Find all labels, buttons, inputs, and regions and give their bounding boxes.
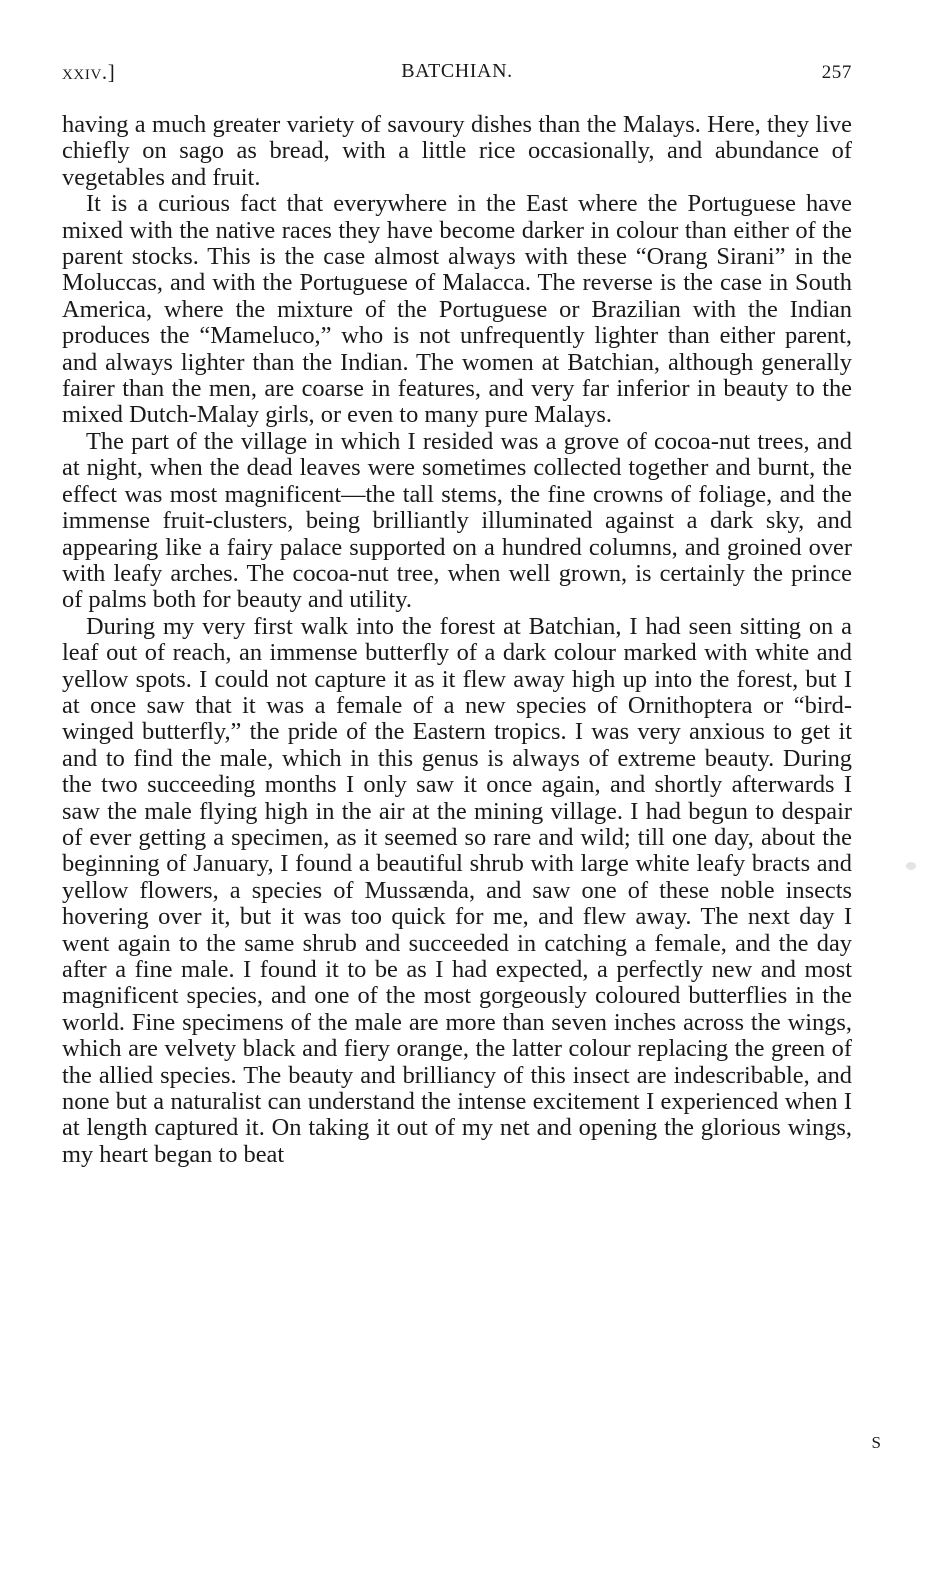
- running-head: [62, 56, 852, 90]
- body-text: [62, 112, 852, 1168]
- chapter-number: xxiv.]: [62, 60, 116, 84]
- paragraph: During my very first walk into the forest at Batchian, I had seen sitting on a leaf out of reach, an immense butterfly of a dark colour marked with white and yellow spots. I could not capture it as it flew away high up into the forest, but I at once saw that it was a female of a new species of Ornithoptera or “bird-winged butterfly,” the pride of the Eastern tropics. I was very anxious to get it and to find the male, which in this genus is always of extreme beauty. During the two succeeding months I only saw it once again, and shortly afterwards I saw the male flying high in the air at the mining village. I had begun to despair of ever getting a specimen, as it seemed so rare and wild; till one day, about the beginning of January, I found a beautiful shrub with large white leafy bracts and yellow flowers, a species of Mussænda, and saw one of these noble insects hovering over it, but it was too quick for me, and flew away. The next day I went again to the same shrub and succeeded in catching a female, and the day after a fine male. I found it to be as I had expected, a perfectly new and most magnificent species, and one of the most gorgeously coloured butterflies in the world. Fine specimens of the male are more than seven inches across the wings, which are velvety black and fiery orange, the latter colour replacing the green of the allied species. The beauty and brilliancy of this insect are indescribable, and none but a naturalist can understand the intense excitement I experienced when I at length captured it. On taking it out of my net and opening the glorious wings, my heart began to beat: [62, 612, 852, 1168]
- book-page: [62, 56, 852, 1168]
- signature-mark: S: [871, 1433, 882, 1452]
- paragraph: The part of the village in which I resided was a grove of cocoa-nut trees, and at night, when the dead leaves were sometimes collected together and burnt, the effect was most magnificent—the tall stems, the fine crowns of foliage, and the immense fruit-clusters, being brilliantly illuminated against a dark sky, and appearing like a fairy palace supported on a hundred columns, and groined over with leafy arches. The cocoa-nut tree, when well grown, is certainly the prince of palms both for beauty and utility.: [62, 427, 852, 614]
- running-title: BATCHIAN.: [401, 60, 513, 82]
- paragraph: It is a curious fact that everywhere in the East where the Portuguese have mixed with the native races they have become darker in colour than either of the parent stocks. This is the case almost always with these “Orang Sirani” in the Moluccas, and with the Portuguese of Malacca. The reverse is the case in South America, where the mixture of the Portuguese or Brazilian with the Indian produces the “Mameluco,” who is not unfrequently lighter than either parent, and always lighter than the Indian. The women at Batchian, although generally fairer than the men, are coarse in features, and very far inferior in beauty to the mixed Dutch-Malay girls, or even to many pure Malays.: [62, 190, 852, 429]
- page-number: 257: [821, 62, 852, 83]
- paragraph-continued: having a much greater variety of savoury dishes than the Malays. Here, they live chiefly on sago as bread, with a little rice occasionally, and abundance of vegetables and fruit.: [62, 111, 852, 191]
- scan-speck: [906, 862, 916, 870]
